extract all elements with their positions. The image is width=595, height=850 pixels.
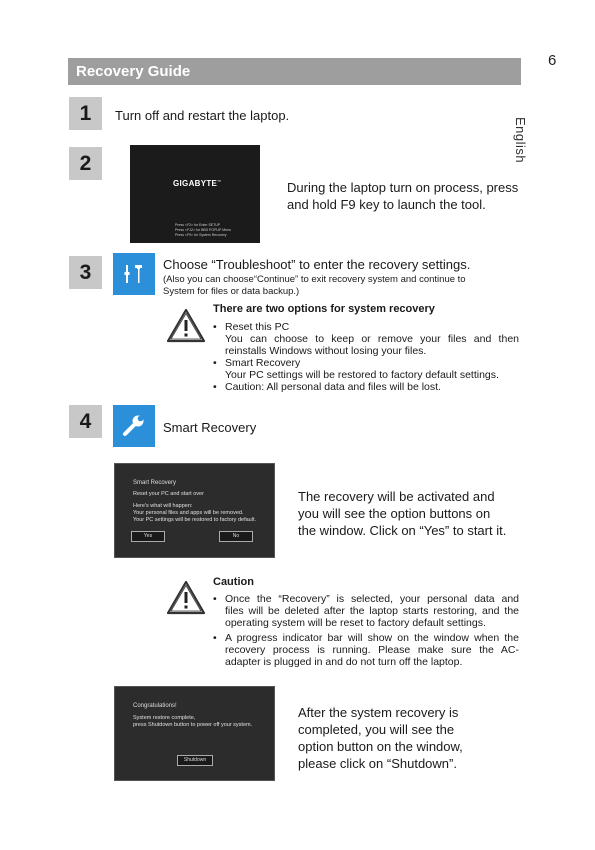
step-2-text: During the laptop turn on process, press and hold F9 key to launch the tool. [287, 180, 519, 212]
dialog-heading: Reset your PC and start over [133, 491, 204, 497]
section-title: Recovery Guide [76, 63, 191, 80]
page-number: 6 [548, 52, 557, 69]
dialog-title: Congratulations! [133, 703, 177, 709]
list-item-desc: adapter is plugged in and do not turn off the laptop. [225, 656, 463, 668]
dialog-title: Smart Recovery [133, 480, 177, 486]
list-item: • Reset this PC [213, 321, 290, 333]
language-label: English [513, 117, 528, 164]
step-4-desc: The recovery will be activated and you will see the option buttons on the window. Click on “Yes” to start it. [298, 489, 507, 538]
yes-button[interactable]: Yes [131, 531, 165, 542]
caution-list [213, 593, 519, 668]
list-item-desc: files will be deleted after the laptop starts restoring, and the [225, 605, 519, 617]
options-list [213, 321, 519, 393]
list-item-desc: Your PC settings will be restored to factory default settings. [225, 369, 499, 381]
dialog-body: System restore complete, press Shutdown button to power off your system. [133, 715, 253, 728]
step-4-number: 4 [69, 405, 102, 438]
warning-icon [165, 307, 207, 345]
section-header [68, 58, 521, 85]
gigabyte-logo: GIGABYTE™ [173, 179, 222, 188]
smart-recovery-dialog-image [114, 463, 275, 558]
shutdown-button[interactable]: Shutdown [177, 755, 213, 766]
list-item: • Once the “Recovery” is selected, your personal data and [213, 593, 519, 605]
boot-screen-image [130, 145, 260, 243]
no-button[interactable]: No [219, 531, 253, 542]
dialog-body: Here's what will happen: Your personal files and apps will be removed. Your PC settings will be restored to factory default. [133, 503, 256, 523]
list-item: • Smart Recovery [213, 357, 301, 369]
step-3-number: 3 [69, 256, 102, 289]
list-item: • Caution: All personal data and files will be lost. [213, 381, 441, 393]
caution-icon [165, 579, 207, 617]
step-4-done-desc: After the system recovery is completed, you will see the option button on the window, please click on “Shutdown”. [298, 705, 463, 771]
step-3-text: Choose “Troubleshoot” to enter the recovery settings. [163, 257, 471, 272]
step-3-note: (Also you can choose“Continue” to exit recovery system and continue to System for files or data backup.) [163, 274, 466, 297]
recovery-complete-dialog-image [114, 686, 275, 781]
step-1-number: 1 [69, 97, 102, 130]
list-item: • A progress indicator bar will show on the window when the [213, 632, 519, 644]
list-item-desc: reinstalls Windows without losing your files. [225, 345, 427, 357]
list-item-desc: operating system will be reset to factory default settings. [225, 617, 486, 629]
wrench-icon [113, 405, 155, 447]
list-item-desc: You can choose to keep or remove your files and then [225, 333, 519, 345]
list-item-desc: recovery process is running. Please make sure the AC- [225, 644, 519, 656]
troubleshoot-icon [113, 253, 155, 295]
step-1-text: Turn off and restart the laptop. [115, 108, 290, 123]
step-2-number: 2 [69, 147, 102, 180]
boot-options: Press <F2> for Enter SETUP Press <F12> for BBS POPUP Menu Press <F9> for System Recovery [175, 223, 231, 237]
caution-title: Caution [213, 576, 254, 588]
step-4-text: Smart Recovery [163, 420, 257, 435]
options-title: There are two options for system recovery [213, 303, 435, 315]
